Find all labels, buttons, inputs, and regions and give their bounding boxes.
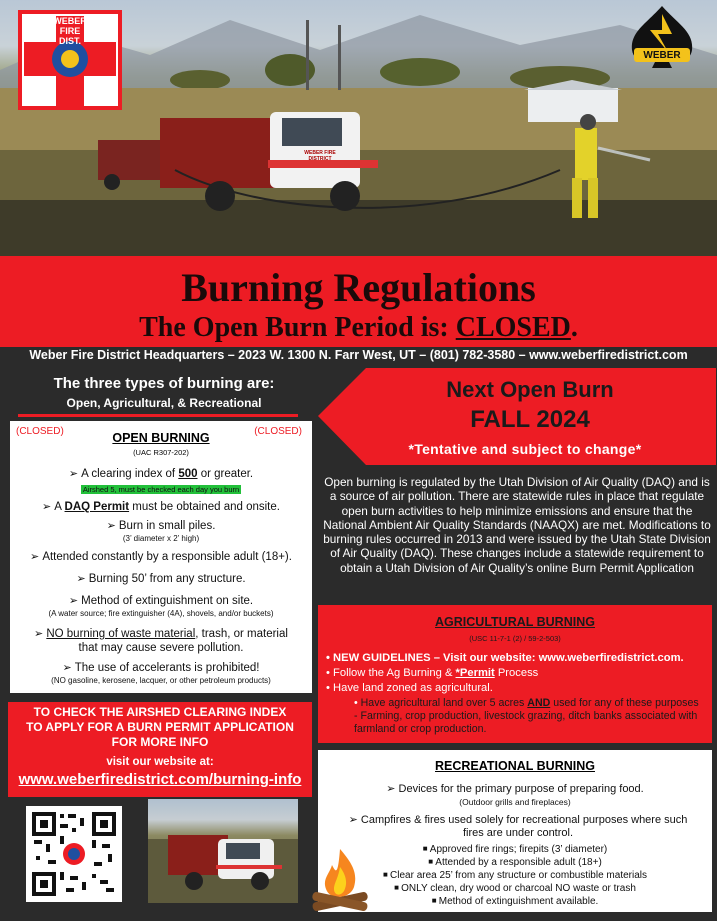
- list-subitem: ■ ONLY clean, dry wood or charcoal NO waste or trash: [394, 883, 636, 894]
- bullet-icon: •: [354, 697, 361, 709]
- weber-fire-district-logo: [16, 10, 124, 110]
- headquarters-line: Weber Fire District Headquarters – 2023 W. 1300 N. Farr West, UT – (801) 782-3580 – www.weberfiredistrict.com: [29, 348, 688, 362]
- tentative-note: *Tentative and subject to change*: [408, 441, 642, 457]
- weber-county-logo: [628, 4, 696, 70]
- square-bullet-icon: ■: [382, 870, 391, 879]
- list-note: (Outdoor grills and fireplaces): [459, 797, 571, 807]
- bullet-icon: •: [326, 667, 334, 679]
- truck-door-text: WEBER FIRE DISTRICT: [304, 150, 336, 162]
- subtitle-prefix: The Open Burn Period is:: [139, 312, 456, 343]
- list-item: ➢ Method of extinguishment on site.: [68, 595, 254, 607]
- recreational-heading: RECREATIONAL BURNING: [435, 759, 595, 773]
- arrow-bullet-icon: ➢: [68, 468, 82, 480]
- visit-label: visit our website at:: [106, 756, 214, 768]
- list-item: • Have land zoned as agricultural.: [326, 682, 493, 694]
- arrow-bullet-icon: ➢: [42, 501, 55, 513]
- check-line-3: FOR MORE INFO: [111, 735, 209, 749]
- list-item: ➢ Devices for the primary purpose of preparing food.: [386, 783, 644, 795]
- airshed-info-panel: [8, 702, 312, 797]
- square-bullet-icon: ■: [431, 896, 439, 905]
- county-logo-text: WEBER: [643, 50, 681, 61]
- check-line-1: TO CHECK THE AIRSHED CLEARING INDEX: [33, 705, 287, 719]
- closed-tag-right: (CLOSED): [254, 426, 302, 437]
- list-item: ➢ Campfires & fires used solely for recreational purposes where such fires are under control.: [348, 814, 688, 839]
- square-bullet-icon: ■: [422, 844, 430, 853]
- list-item: ➢ The use of accelerants is prohibited!: [62, 662, 260, 674]
- open-burn-period-status: [0, 312, 717, 344]
- burning-types-heading: The three types of burning are:: [53, 375, 275, 392]
- list-item: ➢ Burning 50’ from any structure.: [76, 573, 246, 585]
- next-open-burn-label: Next Open Burn: [446, 377, 614, 402]
- closed-tag-left: (CLOSED): [16, 426, 64, 437]
- subtitle-suffix: .: [570, 312, 578, 343]
- list-item: ➢ A clearing index of 500 or greater.: [68, 468, 254, 480]
- regulation-paragraph: Open burning is regulated by the Utah Division of Air Quality (DAQ) and is a source of air pollution. There are statewide rules in place that regulate open burn activities to help minimize emissions and ensure that the National Ambient Air Quality Standards (NAAQX) are met. Modifications to burning rules occurred in 2013 and were issued by the Utah State Division of Air Quality (DAQ). These changes include a statewide requirement to obtain a Utah Division of Air Quality’s online Burn Permit Application: [323, 475, 711, 575]
- list-subitem: ■ Method of extinguishment available.: [431, 896, 599, 907]
- list-subitem: • Have agricultural land over 5 acres AND used for any of these purposes - Farming, crop production, livestock grazing, ditch banks associated with farmland or crop production.: [354, 697, 699, 735]
- list-item: ➢ Burn in small piles.: [106, 520, 216, 532]
- district-logo-text: WEBER FIRE DIST.: [53, 16, 87, 46]
- list-item: ➢ A DAQ Permit must be obtained and onsite.: [42, 501, 280, 513]
- list-note: (3’ diameter x 2’ high): [122, 534, 200, 543]
- divider: [18, 414, 298, 417]
- period-status: CLOSED: [455, 312, 571, 343]
- agricultural-burning-panel: [318, 605, 712, 743]
- bullet-icon: •: [326, 652, 334, 664]
- airshed-highlight: Airshed 5, must be checked each day you burn: [82, 485, 240, 494]
- list-subitem: ■ Attended by a responsible adult (18+): [428, 857, 602, 868]
- qr-code-image: [30, 810, 118, 898]
- hero-photo: [0, 0, 717, 256]
- arrow-bullet-icon: ➢: [30, 551, 43, 563]
- list-item: • NEW GUIDELINES – Visit our website: www.weberfiredistrict.com.: [326, 652, 684, 664]
- qr-code[interactable]: [26, 806, 122, 902]
- list-subitem: ■ Approved fire rings; firepits (3’ diameter): [422, 844, 608, 855]
- burning-types-list: Open, Agricultural, & Recreational: [66, 396, 262, 410]
- fire-truck-photo: [148, 799, 298, 903]
- next-open-burn-season: FALL 2024: [470, 406, 590, 433]
- arrow-bullet-icon: ➢: [34, 628, 47, 640]
- list-note: [14, 482, 308, 497]
- check-line-2: TO APPLY FOR A BURN PERMIT APPLICATION: [26, 720, 294, 734]
- list-item: • Follow the Ag Burning & *Permit Process: [326, 667, 539, 679]
- arrow-bullet-icon: ➢: [386, 783, 399, 795]
- agricultural-code: (USC 11-7-1 (2) / 59-2-503): [469, 634, 561, 643]
- list-subitem: ■ Clear area 25’ from any structure or combustible materials: [382, 870, 647, 881]
- list-item: ➢ NO burning of waste material, trash, or material that may cause severe pollution.: [34, 628, 288, 654]
- list-note: (A water source; fire extinguisher (4A), shovels, and/or buckets): [48, 609, 274, 618]
- square-bullet-icon: ■: [394, 883, 402, 892]
- agricultural-heading: AGRICULTURAL BURNING: [435, 615, 595, 629]
- arrow-bullet-icon: ➢: [348, 814, 361, 826]
- page-title: Burning Regulations: [181, 265, 536, 310]
- bullet-icon: •: [326, 682, 334, 694]
- list-note: (NO gasoline, kerosene, lacquer, or other petroleum products): [51, 676, 271, 685]
- open-burning-panel: [10, 421, 312, 693]
- square-bullet-icon: ■: [428, 857, 436, 866]
- open-burning-code: (UAC R307-202): [133, 448, 189, 457]
- arrow-bullet-icon: ➢: [62, 662, 75, 674]
- burning-info-link[interactable]: www.weberfiredistrict.com/burning-info: [18, 771, 302, 788]
- list-item: ➢ Attended constantly by a responsible adult (18+).: [30, 551, 292, 563]
- arrow-bullet-icon: ➢: [68, 595, 82, 607]
- open-burning-heading: OPEN BURNING: [112, 431, 210, 445]
- title-band: [0, 256, 717, 347]
- arrow-bullet-icon: ➢: [76, 573, 89, 585]
- campfire-icon: [300, 845, 380, 915]
- arrow-bullet-icon: ➢: [106, 520, 119, 532]
